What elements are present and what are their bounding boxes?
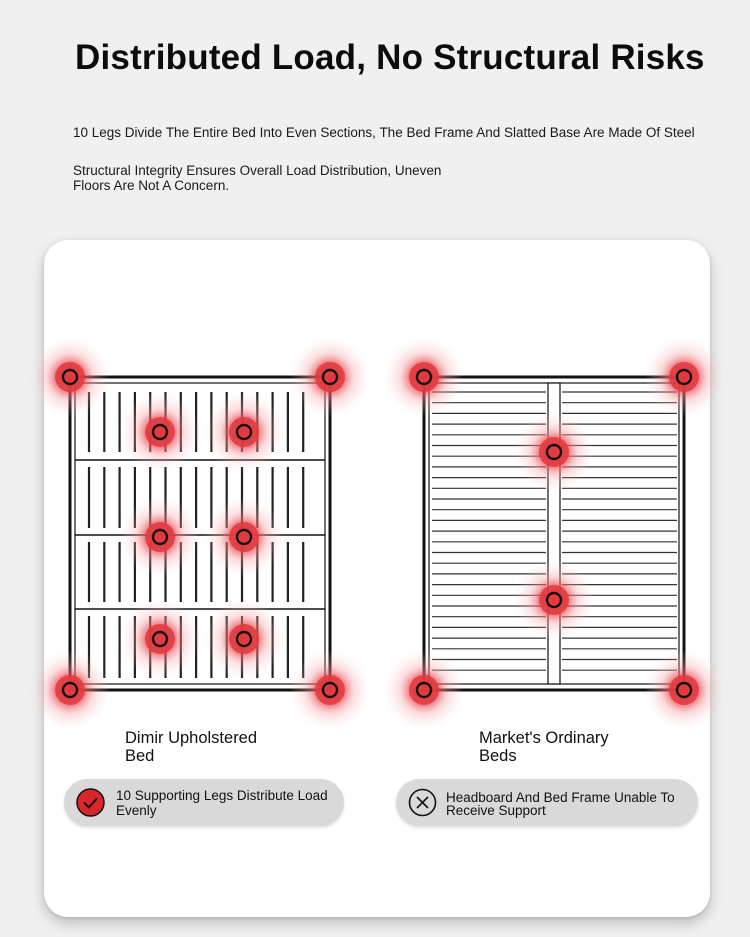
intro-line-1: 10 Legs Divide The Entire Bed Into Even Sections, The Bed Frame And Slatted Base Are Made Of Steel xyxy=(73,125,695,140)
support-leg-marker xyxy=(30,650,110,730)
dimir-feature-badge xyxy=(64,779,344,826)
check-circle-icon xyxy=(76,788,105,817)
dimir-bed-frame xyxy=(70,377,330,690)
support-leg-marker xyxy=(120,392,200,472)
support-leg-marker xyxy=(204,392,284,472)
x-circle-icon xyxy=(408,788,437,817)
ordinary-bed-label: Market's Ordinary Beds xyxy=(479,729,609,765)
page-title: Distributed Load, No Structural Risks xyxy=(75,38,705,77)
support-leg-marker xyxy=(204,599,284,679)
support-leg-marker xyxy=(384,337,464,417)
support-leg-marker xyxy=(120,599,200,679)
support-leg-marker xyxy=(290,337,370,417)
ordinary-feature-badge xyxy=(396,779,698,826)
support-leg-marker xyxy=(644,650,724,730)
dimir-feature-text: 10 Supporting Legs Distribute Load Evenly xyxy=(116,788,328,818)
support-leg-marker xyxy=(30,337,110,417)
support-leg-marker xyxy=(120,497,200,577)
support-leg-marker xyxy=(384,650,464,730)
support-leg-marker xyxy=(514,412,594,492)
support-leg-marker xyxy=(290,650,370,730)
intro-line-2: Structural Integrity Ensures Overall Load Distribution, Uneven Floors Are Not A Concern. xyxy=(73,163,442,193)
support-leg-marker xyxy=(204,497,284,577)
dimir-bed-label: Dimir Upholstered Bed xyxy=(125,729,258,765)
support-leg-marker xyxy=(644,337,724,417)
support-leg-marker xyxy=(514,560,594,640)
ordinary-feature-text: Headboard And Bed Frame Unable To Receive Support xyxy=(446,790,675,818)
